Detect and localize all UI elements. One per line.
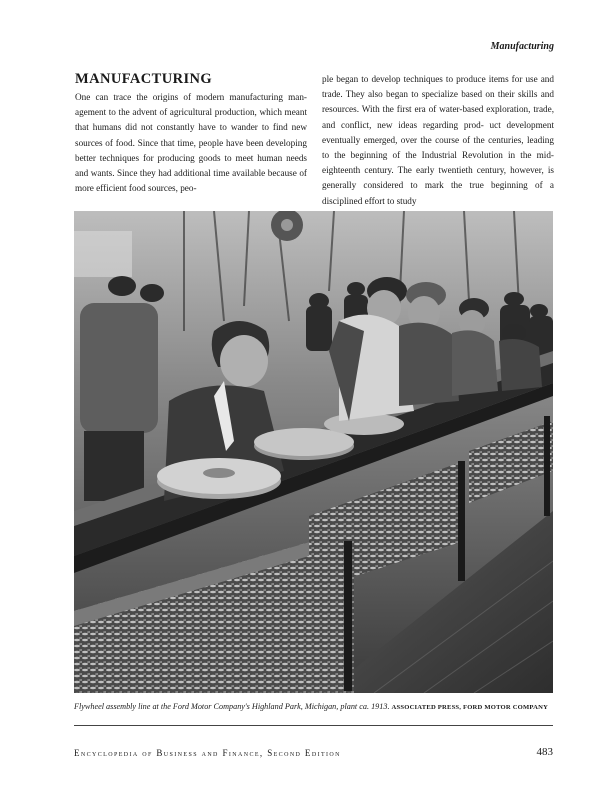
section-title: MANUFACTURING — [75, 71, 213, 87]
right-column — [322, 72, 554, 209]
body-paragraph-right: ple began to develop techniques to produce items for use and trade. They also began to specialize based on their skills and resources. With the first era of water-based exploration, trade, and conflict, new ideas regarding prod- uct development eventually emerged, over the course of the centuries, leading to the beginning of the Industrial Revolution in the mid-eighteenth century. The early twentieth century, however, is generally considered to mark the true beginning of a disciplined effort to study — [322, 74, 554, 206]
photo-credit: ASSOCIATED PRESS, FORD MOTOR COMPANY — [391, 704, 549, 711]
caption-text: Flywheel assembly line at the Ford Motor Company's Highland Park, Michigan, plant ca. 1913. — [74, 702, 390, 711]
figure-caption — [74, 701, 553, 713]
publication-name: Encyclopedia of Business and Finance, Second Edition — [74, 748, 341, 758]
left-column — [75, 70, 307, 196]
footer-rule — [74, 725, 553, 726]
page-number: 483 — [536, 746, 553, 758]
body-paragraph-left: One can trace the origins of modern manufacturing man- agement to the advent of agricultural production, which meant that humans did not constantly have to wander to find new sources of food. Since that time, people have been developing better techniques for producing goods to meet human needs and wants. Since they had additional time available because of more efficient food sources, peo- — [75, 92, 307, 194]
assembly-line-photo — [74, 211, 553, 693]
running-head: Manufacturing — [490, 41, 554, 52]
page-footer — [74, 748, 553, 758]
